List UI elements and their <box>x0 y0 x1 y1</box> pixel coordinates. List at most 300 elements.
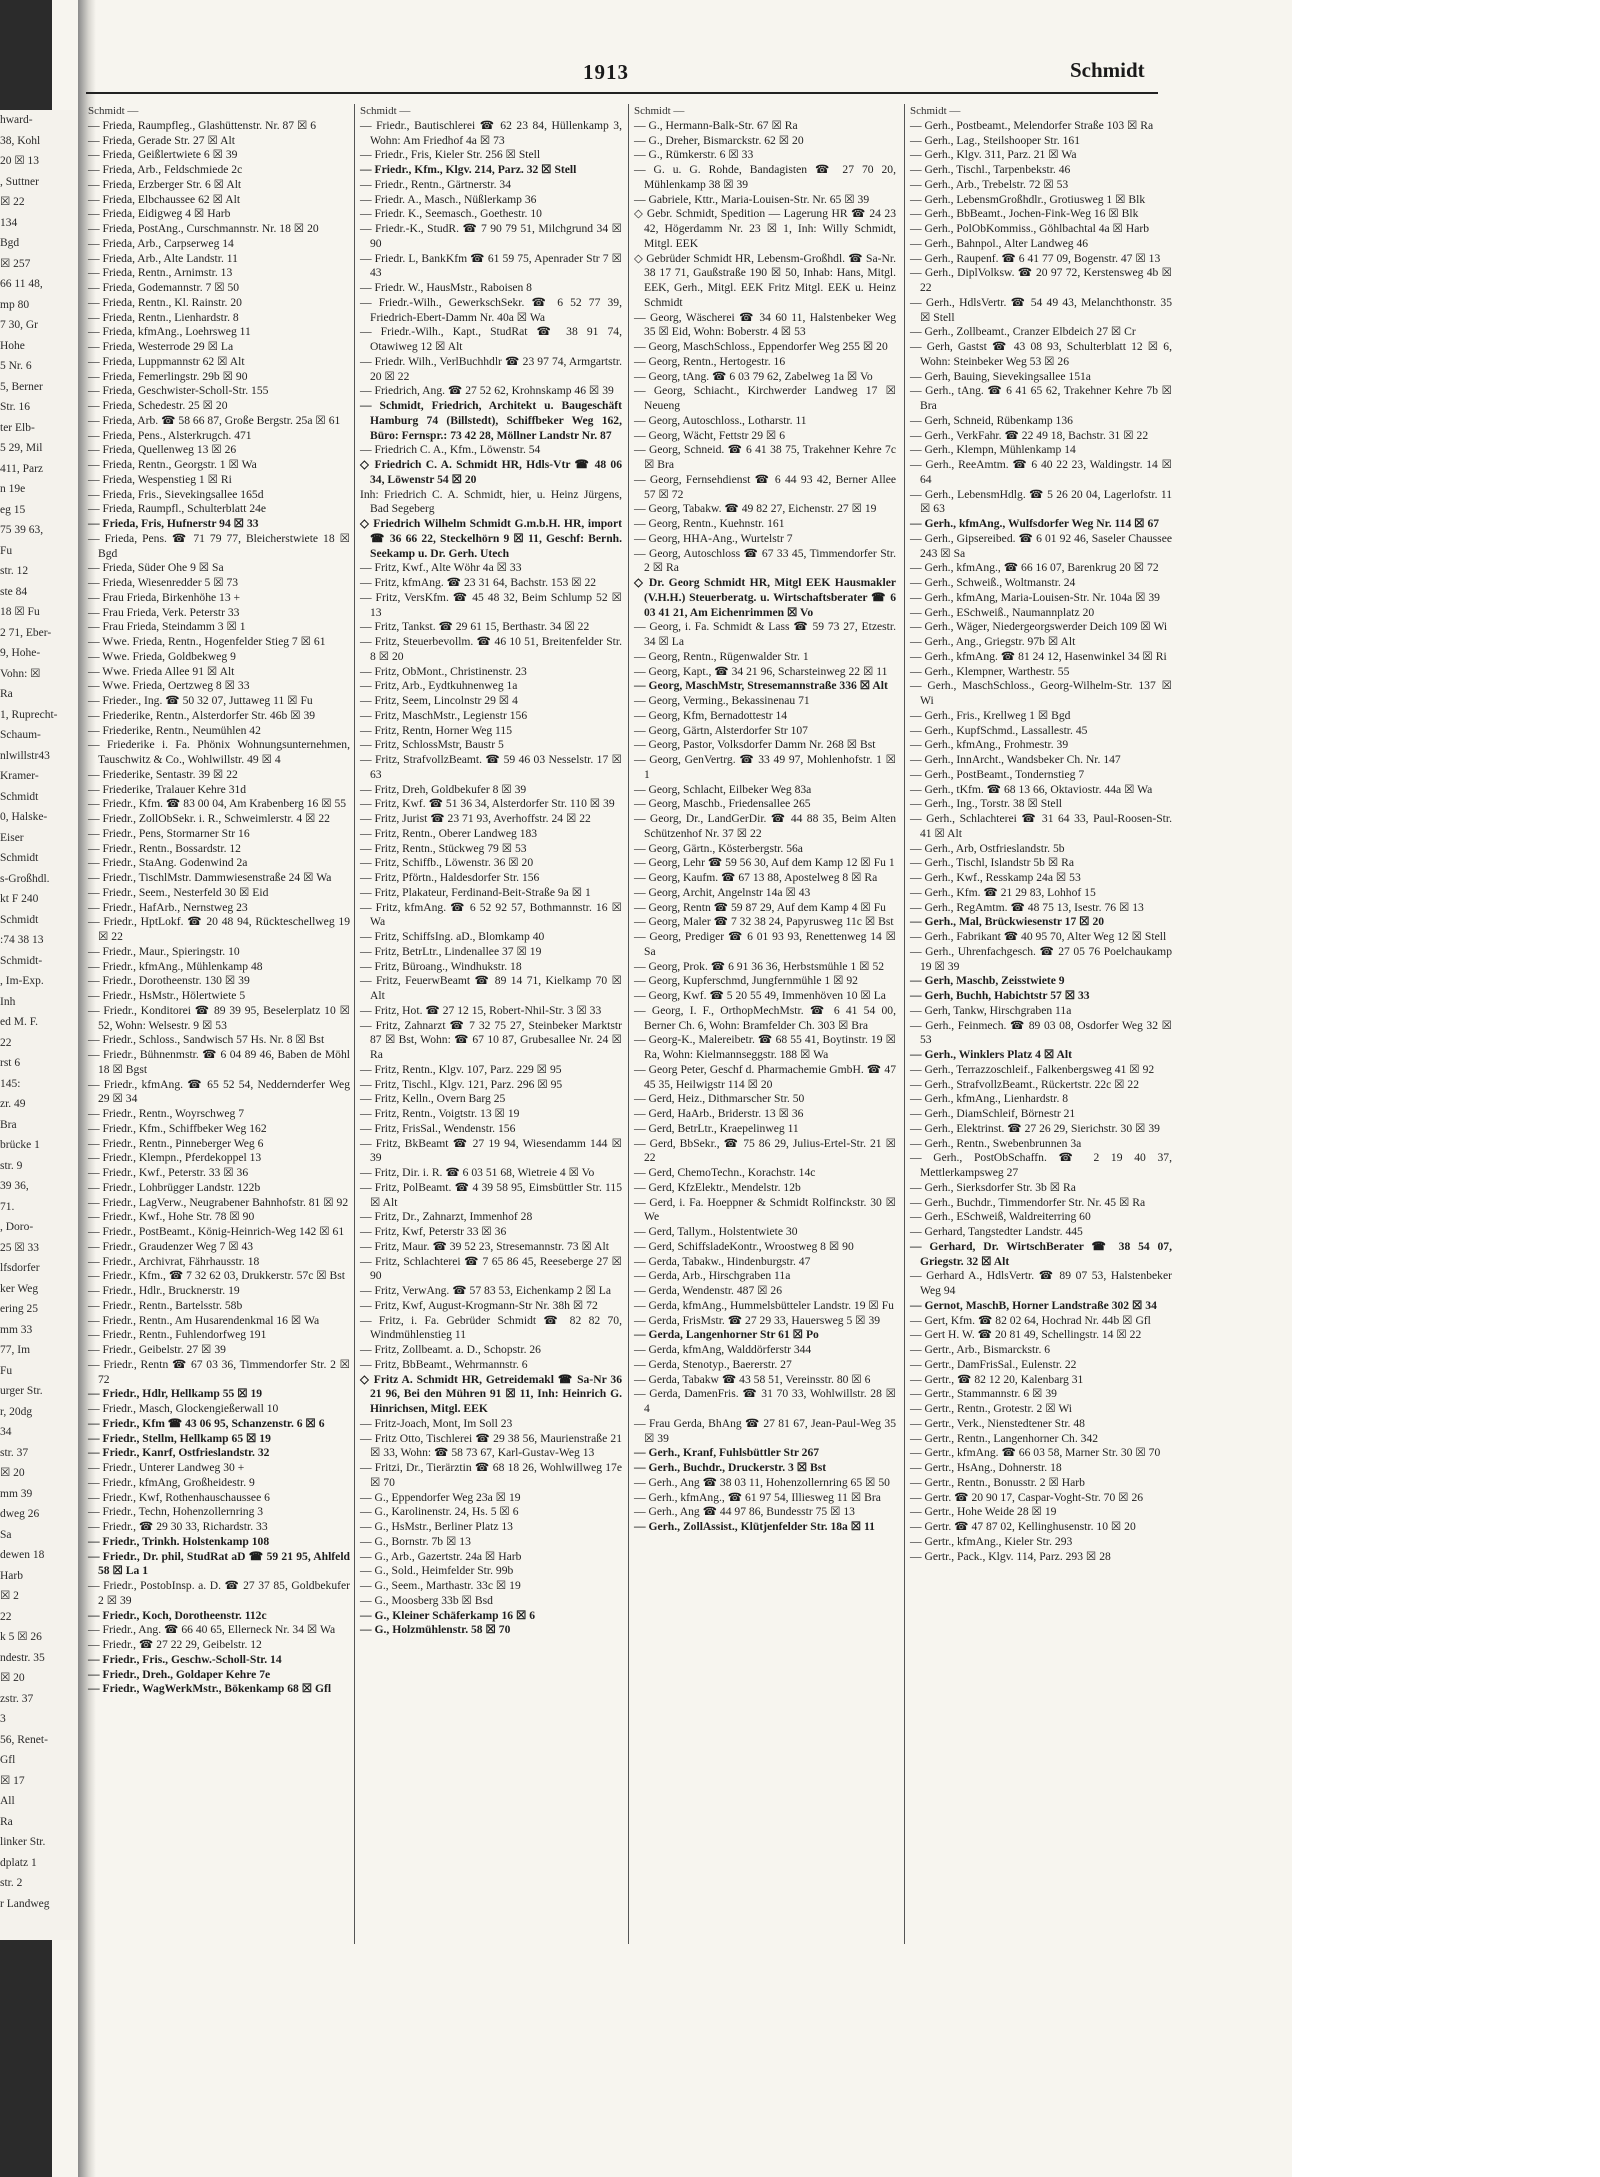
directory-entry: Inh: Friedrich C. A. Schmidt, hier, u. Heinz Jürgens, Bad Segeberg <box>360 487 622 516</box>
directory-entry: — Gerh., RegAmtm. ☎ 48 75 13, Isestr. 76 ☒ 13 <box>910 900 1144 914</box>
directory-entry: — Friedr., HptLokf. ☎ 20 48 94, Rückteschellweg 19 ☒ 22 <box>88 915 350 943</box>
directory-entry: — Gerh., HdlsVertr. ☎ 54 49 43, Melanchthonstr. 35 ☒ Stell <box>910 295 1172 324</box>
directory-column-3 <box>634 104 896 1535</box>
prev-page-line: 25 ☒ 33 <box>0 1241 40 1254</box>
prev-page-line: linker Str. <box>0 1836 46 1848</box>
prev-page-line: Schmidt <box>0 913 39 926</box>
directory-entry: — Frieda, Gerade Str. 27 ☒ Alt <box>88 133 235 147</box>
directory-entry: — Georg, MaschSchloss., Eppendorfer Weg 255 ☒ 20 <box>634 340 888 353</box>
directory-entry: — Gerh., Ang ☎ 44 97 86, Bundesstr 75 ☒ 13 <box>634 1505 855 1519</box>
directory-entry: — Friedr., Seem., Nesterfeld 30 ☒ Eid <box>88 885 269 899</box>
directory-entry: — Gerh., Feinmech. ☎ 89 03 08, Osdorfer Weg 32 ☒ 53 <box>910 1018 1172 1047</box>
directory-entry: — Gertr., Hohe Weide 28 ☒ 19 <box>910 1505 1057 1519</box>
prev-page-line: rst 6 <box>0 1057 21 1069</box>
column-continuation-head: Schmidt — <box>634 105 685 117</box>
directory-entry: — Gerh., tKfm. ☎ 68 13 66, Oktaviostr. 44a ☒ Wa <box>910 782 1153 796</box>
directory-entry: — Georg, Schneid. ☎ 6 41 38 75, Trakehner Kehre 7c ☒ Bra <box>634 443 896 471</box>
prev-page-line: Bra <box>0 1118 17 1131</box>
directory-entry: — Fritz, kfmAng. ☎ 6 52 92 57, Bothmannstr. 16 ☒ Wa <box>360 900 622 929</box>
header-rule <box>86 92 1158 94</box>
directory-entry: — Friedr., kfmAng. ☎ 65 52 54, Neddernderfer Weg 29 ☒ 34 <box>88 1077 350 1106</box>
directory-entry: — Friederike i. Fa. Phönix Wohnungsunternehmen, Tauschwitz & Co., Wohlwillstr. 49 ☒ 4 <box>88 738 350 766</box>
directory-entry: — Gerh., Arb, Ostfrieslandstr. 5b <box>910 841 1065 855</box>
directory-entry: — Frieda, Fris., Sievekingsallee 165d <box>88 487 264 501</box>
prev-page-line: 5 Nr. 6 <box>0 360 32 372</box>
prev-page-line: 56, Renet- <box>0 1733 48 1746</box>
directory-entry: — Georg, Schlacht, Eilbeker Weg 83a <box>634 782 812 796</box>
prev-page-line: k 5 ☒ 26 <box>0 1631 42 1643</box>
directory-entry: — Georg, i. Fa. Schmidt & Lass ☎ 59 73 27, Etzestr. 34 ☒ La <box>634 620 896 648</box>
prev-page-line: mp 80 <box>0 298 30 311</box>
prev-page-line: mm 33 <box>0 1323 33 1336</box>
prev-page-line: 5, Berner <box>0 380 43 393</box>
directory-entry: — Gerda, DamenFris. ☎ 31 70 33, Wohlwillstr. 28 ☒ 4 <box>634 1387 896 1415</box>
directory-entry: — Friedr., HafArb., Nernstweg 23 <box>88 900 248 914</box>
directory-entry: — Gerd, KfzElektr., Mendelstr. 12b <box>634 1180 801 1194</box>
directory-entry: — Frieda, Westerrode 29 ☒ La <box>88 340 234 353</box>
directory-entry: — Fritz, Rentn., Klgv. 107, Parz. 229 ☒ 95 <box>360 1062 562 1076</box>
directory-entry: — Fritz, Rentn., Voigtstr. 13 ☒ 19 <box>360 1107 520 1120</box>
directory-entry: — G., Holzmühlenstr. 58 ☒ 70 <box>360 1623 511 1637</box>
directory-entry: — Friedr., ☎ 29 30 33, Richardstr. 33 <box>88 1520 268 1533</box>
directory-entry: — Friedr., Rentn., Gärtnerstr. 34 <box>360 177 512 191</box>
directory-entry: — Gerh., Zollbeamt., Cranzer Elbdeich 27 ☒ Cr <box>910 325 1136 339</box>
directory-entry: — Gertr. ☎ 47 87 02, Kellinghusenstr. 10 ☒ 20 <box>910 1520 1136 1533</box>
prev-page-line: str. 2 <box>0 1877 23 1889</box>
directory-entry: — Georg, Tabakw. ☎ 49 82 27, Eichenstr. 27 ☒ 19 <box>634 502 877 516</box>
directory-entry: — Fritz, Plakateur, Ferdinand-Beit-Straße 9a ☒ 1 <box>360 885 591 899</box>
directory-entry: — Friedr., Rentn., Am Husarendenkmal 16 ☒ Wa <box>88 1313 320 1327</box>
directory-entry: — Gerd, Tallym., Holstentwiete 30 <box>634 1225 798 1238</box>
directory-entry: — Gerh., Gipsereibed. ☎ 6 01 92 46, Saseler Chaussee 243 ☒ Sa <box>910 531 1172 560</box>
directory-entry: — Georg, Kupferschmd, Jungfernmühle 1 ☒ 92 <box>634 974 858 988</box>
directory-entry: — Friedr., Rentn., Bossardstr. 12 <box>88 841 241 855</box>
prev-page-line: Inh <box>0 995 16 1008</box>
directory-entry: — Frieda, Quellenweg 13 ☒ 26 <box>88 443 237 457</box>
directory-entry: — Gerd, SchiffsladeKontr., Wroostweg 8 ☒ 90 <box>634 1239 854 1253</box>
column-rule <box>628 104 629 1944</box>
directory-entry: — Gerh., kfmAng., Lienhardstr. 8 <box>910 1092 1069 1106</box>
directory-entry: — G., Moosberg 33b ☒ Bsd <box>360 1593 493 1607</box>
directory-entry: — Fritz, Maur. ☎ 39 52 23, Stresemannstr. 73 ☒ Alt <box>360 1239 609 1253</box>
directory-entry: — Gertr., Rentn., Grotestr. 2 ☒ Wi <box>910 1402 1073 1415</box>
directory-entry: — Gerh., Postbeamt., Melendorfer Straße 103 ☒ Ra <box>910 118 1154 132</box>
directory-column-1 <box>88 104 350 1697</box>
directory-entry: — Gertr., DamFrisSal., Eulenstr. 22 <box>910 1357 1077 1371</box>
directory-entry: — Gertr., Rentn., Bonusstr. 2 ☒ Harb <box>910 1475 1085 1489</box>
column-rule <box>904 104 905 1944</box>
directory-entry: — Friedr., Pens, Stormarner Str 16 <box>88 826 250 840</box>
directory-entry: — Friedr., Fris., Geschw.-Scholl-Str. 14 <box>88 1652 282 1666</box>
directory-entry: — Frieda, Arb. ☎ 58 66 87, Große Bergstr. 25a ☒ 61 <box>88 413 341 427</box>
prev-page-line: str. 9 <box>0 1159 23 1172</box>
column-continuation-head: Schmidt — <box>910 105 961 117</box>
directory-entry: — Frieda, Arb., Alte Landstr. 11 <box>88 251 238 265</box>
prev-page-line: Schmidt <box>0 852 39 864</box>
directory-entry: — Fritz, Kwf, Peterstr 33 ☒ 36 <box>360 1225 507 1238</box>
directory-entry: — Georg, Fernsehdienst ☎ 6 44 93 42, Berner Allee 57 ☒ 72 <box>634 472 896 501</box>
directory-entry: — Frieda, Geißlertwiete 6 ☒ 39 <box>88 148 238 162</box>
blank-margin <box>1292 0 1600 2177</box>
directory-entry: — Gerh, Bauing, Sievekingsallee 151a <box>910 369 1091 383</box>
directory-entry: — Gerh., Raupenf. ☎ 6 41 77 09, Bogenstr. 47 ☒ 13 <box>910 251 1161 265</box>
directory-entry: — Fritz, Zollbeamt. a. D., Schopstr. 26 <box>360 1343 541 1356</box>
directory-entry: — Fritz, Arb., Eydtkuhnenweg 1a <box>360 679 518 693</box>
directory-entry: — Gerh., InnArcht., Wandsbeker Ch. Nr. 147 <box>910 753 1121 766</box>
directory-entry: — Gerh., Kfm. ☎ 21 29 83, Lohhof 15 <box>910 885 1096 899</box>
directory-entry: — Friedr., kfmAng, Großheidestr. 9 <box>88 1475 255 1489</box>
directory-entry: ◇ Friedrich C. A. Schmidt HR, Hdls-Vtr ☎ 48 06 34, Löwenstr 54 ☒ 20 <box>360 458 622 486</box>
directory-heading-entry: — Schmidt, Friedrich, Architekt u. Baugeschäft Hamburg 74 (Billstedt), Schiffbeker Weg 162, Büro: Fernspr.: 73 42 28, Möllner Landstr Nr. 87 <box>360 399 622 442</box>
column-continuation-head: Schmidt — <box>88 105 139 117</box>
directory-entry: — Fritz, Rentn., Stückweg 79 ☒ 53 <box>360 841 527 855</box>
directory-entry: — Fritz, Tischl., Klgv. 121, Parz. 296 ☒ 95 <box>360 1077 563 1091</box>
directory-entry: — Friedr., Konditorei ☎ 89 39 95, Beselerplatz 10 ☒ 52, Wohn: Welsestr. 9 ☒ 53 <box>88 1003 350 1032</box>
column-continuation-head: Schmidt — <box>360 105 411 117</box>
directory-entry: — Georg, Dr., LandGerDir. ☎ 44 88 35, Beim Alten Schützenhof Nr. 37 ☒ 22 <box>634 812 896 840</box>
directory-entry: — Frieda, Pens. ☎ 71 79 77, Bleicherstwiete 18 ☒ Bgd <box>88 531 350 560</box>
directory-entry: — Gerh., KupfSchmd., Lassallestr. 45 <box>910 723 1088 737</box>
directory-entry: — Gerh., kfmAng. ☎ 81 24 12, Hasenwinkel 34 ☒ Ri <box>910 649 1167 663</box>
prev-page-line: 411, Parz <box>0 462 44 475</box>
directory-entry: — Fritz, BbBeamt., Wehrmannstr. 6 <box>360 1357 528 1371</box>
directory-entry: — Fritz-Joach, Mont, Im Soll 23 <box>360 1416 513 1430</box>
prev-page-line: All <box>0 1795 15 1807</box>
directory-entry: — Gerh., kfmAng., Frohmestr. 39 <box>910 738 1069 752</box>
directory-entry: — Friedr., Dr. phil, StudRat aD ☎ 59 21 95, Ahlfeld 58 ☒ La 1 <box>88 1549 350 1578</box>
directory-entry: — Gertr., Rentn., Langenhorner Ch. 342 <box>910 1431 1099 1445</box>
directory-entry: — Gerh., MaschSchloss., Georg-Wilhelm-Str. 137 ☒ Wi <box>910 679 1172 707</box>
directory-entry: — Gertr., kfmAng., Kieler Str. 293 <box>910 1534 1073 1548</box>
prev-page-line: ☒ 22 <box>0 196 25 208</box>
prev-page-line: 77, Im <box>0 1344 31 1356</box>
prev-page-line: ter Elb- <box>0 421 35 434</box>
directory-entry: — Gerh., Wäger, Niedergeorgswerder Deich 109 ☒ Wi <box>910 620 1168 634</box>
directory-entry: — Gertr. ☎ 20 90 17, Caspar-Voght-Str. 70 ☒ 26 <box>910 1490 1144 1504</box>
directory-entry: — Gert H. W. ☎ 20 81 49, Schellingstr. 14 ☒ 22 <box>910 1328 1142 1342</box>
prev-page-line: 18 ☒ Fu <box>0 606 40 618</box>
directory-entry: — Friedr., Geibelstr. 27 ☒ 39 <box>88 1343 226 1356</box>
prev-page-line: 22 <box>0 1610 12 1623</box>
prev-page-line: kt F 240 <box>0 893 39 905</box>
directory-entry: — Gerh., StrafvollzBeamt., Rückertstr. 22c ☒ 22 <box>910 1077 1140 1091</box>
prev-page-line: , Im-Exp. <box>0 975 44 987</box>
directory-entry: — Fritz, FeuerwBeamt ☎ 89 14 71, Kielkamp 70 ☒ Alt <box>360 974 622 1002</box>
directory-entry: — Friedr., WagWerkMstr., Bökenkamp 68 ☒ Gfl <box>88 1682 332 1696</box>
directory-entry: — Georg, Verming., Bekassinenau 71 <box>634 694 810 707</box>
prev-page-line: Str. 16 <box>0 401 31 413</box>
directory-entry: — G., Sold., Heimfelder Str. 99b <box>360 1564 514 1578</box>
directory-entry: — Georg, HHA-Ang., Wurtelstr 7 <box>634 531 793 545</box>
directory-entry: — Gertr., Arb., Bismarckstr. 6 <box>910 1343 1051 1356</box>
directory-entry: — Gerd, Heiz., Dithmarscher Str. 50 <box>634 1092 805 1106</box>
directory-entry: — Georg, Autoschloss ☎ 67 33 45, Timmendorfer Str. 2 ☒ Ra <box>634 546 896 575</box>
directory-entry: — Fritz, Kwf., Alte Wöhr 4a ☒ 33 <box>360 561 522 575</box>
directory-entry: — Friedr., Stellm, Hellkamp 65 ☒ 19 <box>88 1431 271 1445</box>
prev-page-line: r, 20dg <box>0 1405 33 1418</box>
directory-entry: — Fritz, Schlachterei ☎ 7 65 86 45, Reesebergе 27 ☒ 90 <box>360 1254 622 1283</box>
prev-page-line: urger Str. <box>0 1385 43 1397</box>
directory-entry: — Friedr. W., HausMstr., Raboisen 8 <box>360 281 532 294</box>
prev-page-line: 2 71, Eber- <box>0 626 52 639</box>
directory-entry: — Gerh., kfmAng., ☎ 66 16 07, Barenkrug 20 ☒ 72 <box>910 561 1159 575</box>
directory-entry: — Friedr., LagVerw., Neugrabener Bahnhofstr. 81 ☒ 92 <box>88 1195 349 1209</box>
directory-entry: — Friedr., Ang. ☎ 66 40 65, Ellerneck Nr. 34 ☒ Wa <box>88 1623 336 1637</box>
prev-page-line: ☒ 2 <box>0 1590 19 1602</box>
directory-entry: — Fritz, Pförtn., Haldesdorfer Str. 156 <box>360 871 540 884</box>
directory-entry: — Georg, Pastor, Volksdorfer Damm Nr. 268 ☒ Bst <box>634 738 876 752</box>
directory-column-2 <box>360 104 622 1638</box>
directory-entry: — Gerh., Tischl., Tarpenbekstr. 46 <box>910 163 1071 176</box>
directory-entry: — G., HsMstr., Berliner Platz 13 <box>360 1520 513 1533</box>
directory-entry: — Friedr., Hdlr., Brucknerstr. 19 <box>88 1284 240 1297</box>
directory-entry: — Gerh., PostObSchaffn. ☎ 2 19 40 37, Mettlerkampsweg 27 <box>910 1151 1172 1179</box>
directory-entry: — Friedr., Lohbrügger Landstr. 122b <box>88 1180 261 1194</box>
directory-entry: — Gerh., DiamSchleif, Börnestr 21 <box>910 1107 1076 1120</box>
directory-heading-entry: ◇ Dr. Georg Schmidt HR, Mitgl EEK Hausmakler (V.H.H.) Steuerberatg. u. Wirtschaftsberater ☎ 6 03 41 21, Am Eichenrimmen ☒ Vo <box>634 576 896 619</box>
directory-entry: — Georg, I. F., OrthopMechMstr. ☎ 6 41 54 00, Berner Ch. 6, Wohn: Bramfelder Ch. 303 ☒ Bra <box>634 1003 896 1032</box>
directory-entry: — Frieda, Fris, Hufnerstr 94 ☒ 33 <box>88 517 259 530</box>
directory-entry: — Gerh., Winklers Platz 4 ☒ Alt <box>910 1048 1072 1061</box>
directory-entry: — Friedr., Kwf., Peterstr. 33 ☒ 36 <box>88 1166 249 1179</box>
directory-entry: — Friedr., HsMstr., Hölertwiete 5 <box>88 989 246 1002</box>
directory-entry: — Gerhard A., HdlsVertr. ☎ 89 07 53, Halstenbeker Weg 94 <box>910 1269 1172 1297</box>
directory-entry: — Frau Frieda, Birkenhöhe 13 + <box>88 590 241 604</box>
directory-entry: — Fritz, Rentn, Horner Weg 115 <box>360 723 513 737</box>
directory-entry: — Frieda, Luppmannstr 62 ☒ Alt <box>88 354 245 368</box>
directory-entry: — Friedr., Klempn., Pferdekoppel 13 <box>88 1151 262 1165</box>
directory-entry: — Frieda, Rentn., Georgstr. 1 ☒ Wa <box>88 458 257 471</box>
directory-entry: — G., Eppendorfer Weg 23a ☒ 19 <box>360 1490 521 1504</box>
directory-entry: — Wwe. Frieda Allee 91 ☒ Alt <box>88 664 235 678</box>
prev-page-line: 1, Ruprecht- <box>0 708 58 721</box>
directory-entry: — Gerh., Klgv. 311, Parz. 21 ☒ Wa <box>910 148 1077 162</box>
directory-entry: — Gertr., kfmAng. ☎ 66 03 58, Marner Str. 30 ☒ 70 <box>910 1446 1161 1460</box>
directory-entry: — Gerh., Ing., Torstr. 38 ☒ Stell <box>910 797 1063 811</box>
directory-entry: — Fritz, Seem, Lincolnstr 29 ☒ 4 <box>360 694 518 707</box>
directory-entry: — Frau Frieda, Steindamm 3 ☒ 1 <box>88 620 246 634</box>
directory-entry: — Friedr., ZollObSekr. i. R., Schweimlerstr. 4 ☒ 22 <box>88 812 330 825</box>
directory-entry: — Gertr., Pack., Klgv. 114, Parz. 293 ☒ 28 <box>910 1549 1111 1563</box>
directory-entry: — Frieda, Erzberger Str. 6 ☒ Alt <box>88 177 242 191</box>
prev-page-line: Ra <box>0 1815 13 1828</box>
prev-page-line: 71. <box>0 1200 15 1213</box>
prev-page-line: 9, Hohe- <box>0 647 41 659</box>
directory-entry: — Fritz, FrisSal., Wendenstr. 156 <box>360 1121 516 1135</box>
prev-page-line: 20 ☒ 13 <box>0 155 40 167</box>
directory-entry: — Gerda, kfmAng, Walddörferstr 344 <box>634 1343 812 1356</box>
directory-entry: — Georg, Prok. ☎ 6 91 36 36, Herbstsmühle 1 ☒ 52 <box>634 959 885 973</box>
directory-entry: — Gerh., Fabrikant ☎ 40 95 70, Alter Weg 12 ☒ Stell <box>910 930 1167 943</box>
directory-entry: — Georg, Archit, Angelnstr 14a ☒ 43 <box>634 885 811 899</box>
directory-entry: — Fritz, VersKfm. ☎ 45 48 32, Beim Schlump 52 ☒ 13 <box>360 590 622 619</box>
directory-entry: — Friedr., Kfm., Schiffbeker Weg 162 <box>88 1121 267 1135</box>
directory-entry: — Frieda, Femerlingstr. 29b ☒ 90 <box>88 369 248 383</box>
prev-page-line: :74 38 13 <box>0 934 44 946</box>
prev-page-line: 22 <box>0 1036 12 1049</box>
directory-entry: — Friedr., Dorotheenstr. 130 ☒ 39 <box>88 974 250 988</box>
prev-page-line: 75 39 63, <box>0 524 44 536</box>
directory-entry: — Frieda, Arb., Feldschmiede 2c <box>88 163 243 176</box>
directory-entry: — Gerda, Arb., Hirschgraben 11a <box>634 1269 791 1283</box>
directory-entry: — Fritz, Büroang., Windhukstr. 18 <box>360 959 522 973</box>
directory-entry: — Friedr., Dreh., Goldaper Kehre 7e <box>88 1667 271 1681</box>
directory-entry: — Friedr., Kwf, Rothenhauschaussee 6 <box>88 1490 270 1504</box>
directory-entry: — Frau Frieda, Verk. Peterstr 33 <box>88 605 240 619</box>
directory-entry: — Georg Peter, Geschf d. Pharmachemie GmbH. ☎ 47 45 35, Heilwigstr 114 ☒ 20 <box>634 1062 896 1091</box>
directory-entry: — Frieda, Rentn., Lienhardstr. 8 <box>88 310 239 324</box>
directory-entry: — Fritz, kfmAng. ☎ 23 31 64, Bachstr. 153 ☒ 22 <box>360 576 597 589</box>
directory-entry: — Fritz, SchlossMstr, Baustr 5 <box>360 738 504 752</box>
directory-entry: — Gerh., kfmAng., ☎ 61 97 54, Illiesweg 11 ☒ Bra <box>634 1490 881 1504</box>
directory-entry: — Gerh., ESchweiß, Waldreiterring 60 <box>910 1210 1091 1224</box>
directory-entry: — Fritz, Kwf, August-Krogmann-Str Nr. 38h ☒ 72 <box>360 1298 598 1312</box>
directory-entry: — Gerh., Lag., Steilshooper Str. 161 <box>910 133 1081 147</box>
directory-entry: — Gertr., Stammannstr. 6 ☒ 39 <box>910 1387 1057 1401</box>
directory-entry: — G., Kleiner Schäferkamp 16 ☒ 6 <box>360 1608 536 1622</box>
directory-entry: — Frieda, Elbchaussee 62 ☒ Alt <box>88 192 241 206</box>
directory-entry: — Gerh., Bahnpol., Alter Landweg 46 <box>910 236 1089 250</box>
directory-entry: — Friederike, Rentn., Alsterdorfer Str. 46b ☒ 39 <box>88 708 316 722</box>
directory-entry: — Frieder., Ing. ☎ 50 32 07, Juttaweg 11 ☒ Fu <box>88 694 313 707</box>
prev-page-line: str. 12 <box>0 565 29 577</box>
prev-page-line: Sa <box>0 1528 12 1541</box>
directory-entry: — Fritz, SchiffsIng. aD., Blomkamp 40 <box>360 930 545 943</box>
directory-entry: — Gerh, Tankw, Hirschgraben 11a <box>910 1003 1072 1017</box>
directory-entry: — Friederike, Tralauer Kehre 31d <box>88 782 247 796</box>
directory-entry: — Gerda, Tabakw., Hindenburgstr. 47 <box>634 1254 811 1268</box>
directory-entry: — Friedr., Kfm. ☎ 83 00 04, Am Krabenberg 16 ☒ 55 <box>88 797 347 811</box>
directory-entry: — Friedr., Hdlr, Hellkamp 55 ☒ 19 <box>88 1387 263 1401</box>
prev-page-line: Hohe <box>0 339 25 352</box>
directory-entry: — Fritz, Hot. ☎ 27 12 15, Robert-Nhil-Str. 3 ☒ 33 <box>360 1003 602 1017</box>
directory-entry: — Gerh., Schweiß., Woltmanstr. 24 <box>910 576 1076 589</box>
directory-entry: — Frieda, Eidigweg 4 ☒ Harb <box>88 207 231 221</box>
directory-entry: — Frieda, Pens., Alsterkrugch. 471 <box>88 428 252 442</box>
directory-entry: — Fritz, Tankst. ☎ 29 61 15, Berthastr. 34 ☒ 22 <box>360 620 590 634</box>
directory-entry: — Gerh., Kranf, Fuhlsbüttler Str 267 <box>634 1446 820 1460</box>
directory-entry: — Friedr., Rentn., Bartelsstr. 58b <box>88 1298 243 1312</box>
directory-entry: — Georg, Maler ☎ 7 32 38 24, Papyrusweg 11c ☒ Bst <box>634 915 894 929</box>
directory-entry: — Gerda, Langenhorner Str 61 ☒ Po <box>634 1328 819 1342</box>
directory-entry: — Gabriele, Kttr., Maria-Louisen-Str. Nr. 65 ☒ 39 <box>634 192 870 206</box>
directory-entry: — Gerh., ReeAmtm. ☎ 6 40 22 23, Waldingstr. 14 ☒ 64 <box>910 458 1172 486</box>
directory-entry: ◇ Gebrüder Schmidt HR, Lebensm-Großhdl. ☎ Sa-Nr. 38 17 71, Gaußstraße 190 ☒ 50, Inhab: Hans, Mitgl. EEK, Gerh., Mitgl. EEK Fritz Mitgl. EEK u. Heinz Schmidt <box>634 251 896 309</box>
running-head: Schmidt <box>1070 58 1145 82</box>
directory-entry: ◇ Gebr. Schmidt, Spedition — Lagerung HR ☎ 24 23 42, Högerdamm Nr. 23 ☒ 1, Inh: Willy Schmidt, Mitgl. EEK <box>634 207 896 250</box>
directory-entry: — Georg, Gärtn, Alsterdorfer Str 107 <box>634 723 808 737</box>
directory-entry: — Gerh., Elektrinst. ☎ 27 26 29, Sierichstr. 30 ☒ 39 <box>910 1121 1160 1135</box>
directory-entry: — Georg, Rentn., Kuehnstr. 161 <box>634 517 785 530</box>
prev-page-line: dewen 18 <box>0 1549 45 1561</box>
directory-entry: — Friedr., Koch, Dorotheenstr. 112c <box>88 1608 267 1622</box>
directory-entry: — Friedr., Archivrat, Fährhausstr. 18 <box>88 1254 260 1268</box>
directory-entry: — Gerhard, Dr. WirtschBerater ☎ 38 54 07, Griegstr. 32 ☒ Alt <box>910 1239 1172 1268</box>
directory-entry: — Gerh., LebensmGroßhdlr., Grotiusweg 1 ☒ Blk <box>910 192 1146 206</box>
directory-entry: — Friedrich C. A., Kfm., Löwenstr. 54 <box>360 443 541 457</box>
directory-entry: — Fritz, PolBeamt. ☎ 4 39 58 95, Eimsbüttler Str. 115 ☒ Alt <box>360 1180 622 1209</box>
directory-entry: — Wwe. Frieda, Goldbekweg 9 <box>88 649 236 663</box>
prev-page-line: Gfl <box>0 1754 16 1766</box>
prev-page-line: 5 29, Mil <box>0 442 43 454</box>
directory-entry: — Gerd, BetrLtr., Kraepelinweg 11 <box>634 1121 799 1135</box>
directory-entry: — Gernot, MaschB, Horner Landstraße 302 ☒ 34 <box>910 1298 1157 1312</box>
prev-page-line: Fu <box>0 544 13 557</box>
prev-page-line: Kramer- <box>0 770 39 782</box>
directory-entry: — Fritz, Schiffb., Löwenstr. 36 ☒ 20 <box>360 856 534 870</box>
prev-page-line: 7 30, Gr <box>0 319 39 331</box>
directory-entry: — Fritz, StrafvollzBeamt. ☎ 59 46 03 Nesselstr. 17 ☒ 63 <box>360 753 622 781</box>
directory-entry: — Fritz, Jurist ☎ 23 71 93, Averhoffstr. 24 ☒ 22 <box>360 812 591 825</box>
directory-entry: — Georg, Rentn., Hertogestr. 16 <box>634 354 786 368</box>
directory-entry: — Georg, Lehr ☎ 59 56 30, Auf dem Kamp 12 ☒ Fu 1 <box>634 856 895 870</box>
directory-entry: — Fritz, Dir. i. R. ☎ 6 03 51 68, Wietreie 4 ☒ Vo <box>360 1166 595 1179</box>
directory-entry: — Fritz, Kwf. ☎ 51 36 34, Alsterdorfer Str. 110 ☒ 39 <box>360 797 615 811</box>
previous-page-fragment <box>0 110 78 1940</box>
directory-entry: — Gerh., Ang., Griegstr. 97b ☒ Alt <box>910 635 1076 648</box>
directory-entry: — Friedr.-K., StudR. ☎ 7 90 79 51, Milchgrund 34 ☒ 90 <box>360 222 622 250</box>
directory-entry: — Wwe. Frieda, Rentn., Hogenfelder Stieg 7 ☒ 61 <box>88 635 326 648</box>
prev-page-line: 3 <box>0 1713 6 1725</box>
directory-entry: — G. u. G. Rohde, Bandagisten ☎ 27 70 20, Mühlenkamp 38 ☒ 39 <box>634 163 896 191</box>
prev-page-line: ☒ 257 <box>0 257 31 270</box>
directory-entry: — Friedr., Bautischlerei ☎ 62 23 84, Hüllenkamp 3, Wohn: Am Friedhof 4a ☒ 73 <box>360 118 622 147</box>
prev-page-line: str. 37 <box>0 1446 29 1459</box>
directory-entry: — Gerh., Ang ☎ 38 03 11, Hohenzollernring 65 ☒ 50 <box>634 1475 890 1489</box>
directory-entry: — Georg, Rentn., Rügenwalder Str. 1 <box>634 649 809 663</box>
directory-entry: — Frau Gerda, BhAng ☎ 27 81 67, Jean-Paul-Weg 35 ☒ 39 <box>634 1416 896 1445</box>
directory-entry: — Frieda, Godemannstr. 7 ☒ 50 <box>88 281 240 294</box>
directory-entry: — Gerda, FrisMstr. ☎ 27 29 33, Hauersweg 5 ☒ 39 <box>634 1313 881 1327</box>
prev-page-line: r Landweg <box>0 1897 50 1910</box>
directory-entry: — Gerh., LebensmHdlg. ☎ 5 26 20 04, Lagerlofstr. 11 ☒ 63 <box>910 487 1172 516</box>
directory-entry: — Gerh., kfmAng., Wulfsdorfer Weg Nr. 114 ☒ 67 <box>910 517 1160 530</box>
directory-entry: — Frieda, Wespenstieg 1 ☒ Ri <box>88 472 232 486</box>
prev-page-line: Schmidt- <box>0 954 43 967</box>
directory-entry: — Gerh., Klempner, Warthestr. 55 <box>910 664 1070 678</box>
directory-entry: — Friedr.-Wilh., Kapt., StudRat ☎ 38 91 74, Otawiweg 12 ☒ Alt <box>360 325 622 353</box>
directory-entry: — Gerh., Klempn, Mühlenkamp 14 <box>910 443 1076 457</box>
directory-entry: — Georg, Prediger ☎ 6 01 93 93, Renettenweg 14 ☒ Sa <box>634 930 896 958</box>
prev-page-line: hward- <box>0 114 33 126</box>
directory-entry: — Georg, Maschb., Friedensallee 265 <box>634 797 811 811</box>
directory-entry: — Gertr., ☎ 82 12 20, Kalenbarg 31 <box>910 1372 1084 1386</box>
directory-entry: — G., Seem., Marthastr. 33c ☒ 19 <box>360 1579 521 1592</box>
directory-entry: — Gerh., kfmAng, Maria-Louisen-Str. Nr. 104a ☒ 39 <box>910 590 1160 604</box>
directory-entry: — Georg, Wächt, Fettstr 29 ☒ 6 <box>634 428 786 442</box>
directory-entry: — Gerh., PolObKommiss., Göhlbachtal 4a ☒ Harb <box>910 222 1150 235</box>
directory-entry: — Gerh., VerkFahr. ☎ 22 49 18, Bachstr. 31 ☒ 22 <box>910 428 1149 442</box>
directory-entry: — Georg, Schiacht., Kirchwerder Landweg 17 ☒ Neueng <box>634 384 896 412</box>
prev-page-line: Bgd <box>0 237 20 249</box>
directory-entry: — Fritz, i. Fa. Gebrüder Schmidt ☎ 82 82 70, Windmühlenstieg 11 <box>360 1313 622 1342</box>
directory-entry: — Gerh., DiplVolksw. ☎ 20 97 72, Kerstensweg 4b ☒ 22 <box>910 266 1172 294</box>
directory-entry: — Gerd, BbSekr., ☎ 75 86 29, Julius-Ertel-Str. 21 ☒ 22 <box>634 1136 896 1165</box>
directory-entry: — G., Bornstr. 7b ☒ 13 <box>360 1534 471 1548</box>
directory-entry: — Frieda, Raumpfl., Schulterblatt 24e <box>88 502 267 516</box>
directory-heading-entry: ◇ Friedrich Wilhelm Schmidt G.m.b.H. HR, import ☎ 36 66 22, Steckelhörn 9 ☒ 11, Geschf: Bernh. Seekamp u. Dr. Gerh. Utech <box>360 517 622 560</box>
directory-entry: — Gerh., tAng. ☎ 6 41 65 62, Trakehner Kehre 7b ☒ Bra <box>910 384 1172 412</box>
directory-entry: — Friedr., Maur., Spieringstr. 10 <box>88 944 240 958</box>
directory-entry: — Friedr., Fris, Kieler Str. 256 ☒ Stell <box>360 148 541 162</box>
directory-entry: — Fritz, ObMont., Christinenstr. 23 <box>360 664 527 678</box>
directory-entry: — Gerh., PostBeamt., Tondernstieg 7 <box>910 767 1085 781</box>
directory-entry: — Gert, Kfm. ☎ 82 02 64, Hochrad Nr. 44b ☒ Gfl <box>910 1313 1151 1327</box>
directory-entry: — Fritz, Steuerbevollm. ☎ 46 10 51, Breitenfelder Str. 8 ☒ 20 <box>360 635 622 663</box>
directory-entry: — Friedr., Masch, Glockengießerwall 10 <box>88 1402 279 1415</box>
directory-entry: — Frieda, Arb., Carpserweg 14 <box>88 236 234 250</box>
directory-entry: — Gerh., Sierksdorfer Str. 3b ☒ Ra <box>910 1180 1076 1194</box>
